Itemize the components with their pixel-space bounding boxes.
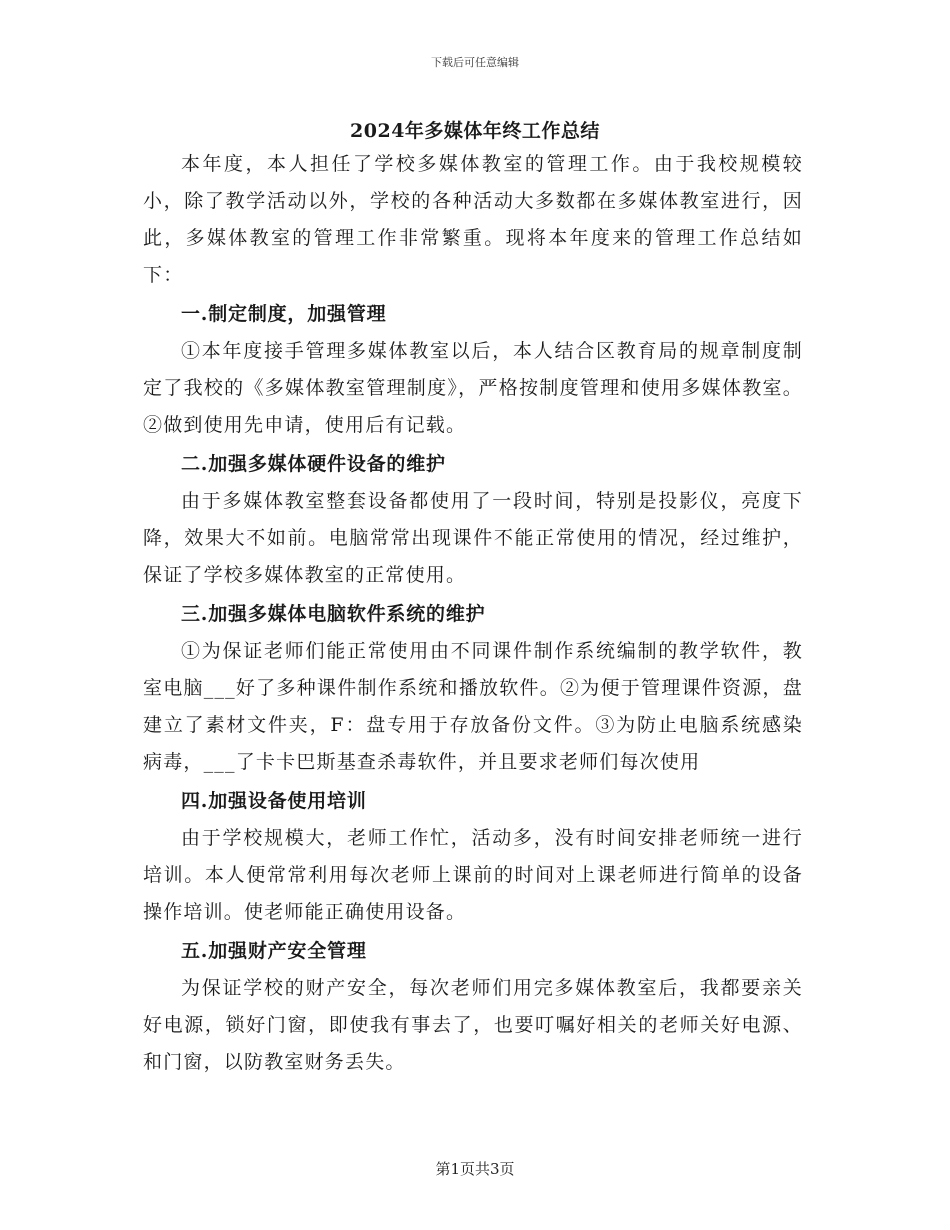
- section-heading-3: 三.加强多媒体电脑软件系统的维护: [181, 603, 486, 625]
- intro-paragraph: 本年度，本人担任了学校多媒体教室的管理工作。由于我校规模较小，除了教学活动以外，学校的各种活动大多数都在多媒体教室进行，因此，多媒体教室的管理工作非常繁重。现将本年度来的管理工作总结如下：: [143, 153, 803, 286]
- section-heading-5: 五.加强财产安全管理: [181, 940, 367, 962]
- section-body-2: 由于多媒体教室整套设备都使用了一段时间，特别是投影仪，亮度下降，效果大不如前。电脑常常出现课件不能正常使用的情况，经过维护，保证了学校多媒体教室的正常使用。: [143, 490, 803, 586]
- header-note: 下载后可任意编辑: [431, 56, 519, 69]
- page-number-footer: 第1页共3页: [435, 1160, 515, 1178]
- section-heading-2: 二.加强多媒体硬件设备的维护: [181, 453, 446, 475]
- section-body-1: ①本年度接手管理多媒体教室以后，本人结合区教育局的规章制度制定了我校的《多媒体教室管理制度》，严格按制度管理和使用多媒体教室。②做到使用先申请，使用后有记载。: [143, 340, 803, 436]
- document-body: [143, 146, 803, 1081]
- section-body-3: ①为保证老师们能正常使用由不同课件制作系统编制的教学软件，教室电脑___好了多种课件制作系统和播放软件。②为便于管理课件资源，盘建立了素材文件夹，F：盘专用于存放备份文件。③为防止电脑系统感染病毒，___了卡卡巴斯基查杀毒软件，并且要求老师们每次使用: [143, 640, 803, 773]
- section-body-4: 由于学校规模大，老师工作忙，活动多，没有时间安排老师统一进行培训。本人便常常利用每次老师上课前的时间对上课老师进行简单的设备操作培训。使老师能正确使用设备。: [143, 827, 803, 923]
- section-heading-4: 四.加强设备使用培训: [181, 790, 367, 812]
- section-body-5: 为保证学校的财产安全，每次老师们用完多媒体教室后，我都要亲关好电源，锁好门窗，即使我有事去了，也要叮嘱好相关的老师关好电源、和门窗，以防教室财务丢失。: [143, 977, 803, 1073]
- page-title: 2024年多媒体年终工作总结: [350, 120, 600, 142]
- section-heading-1: 一.制定制度，加强管理: [181, 303, 387, 325]
